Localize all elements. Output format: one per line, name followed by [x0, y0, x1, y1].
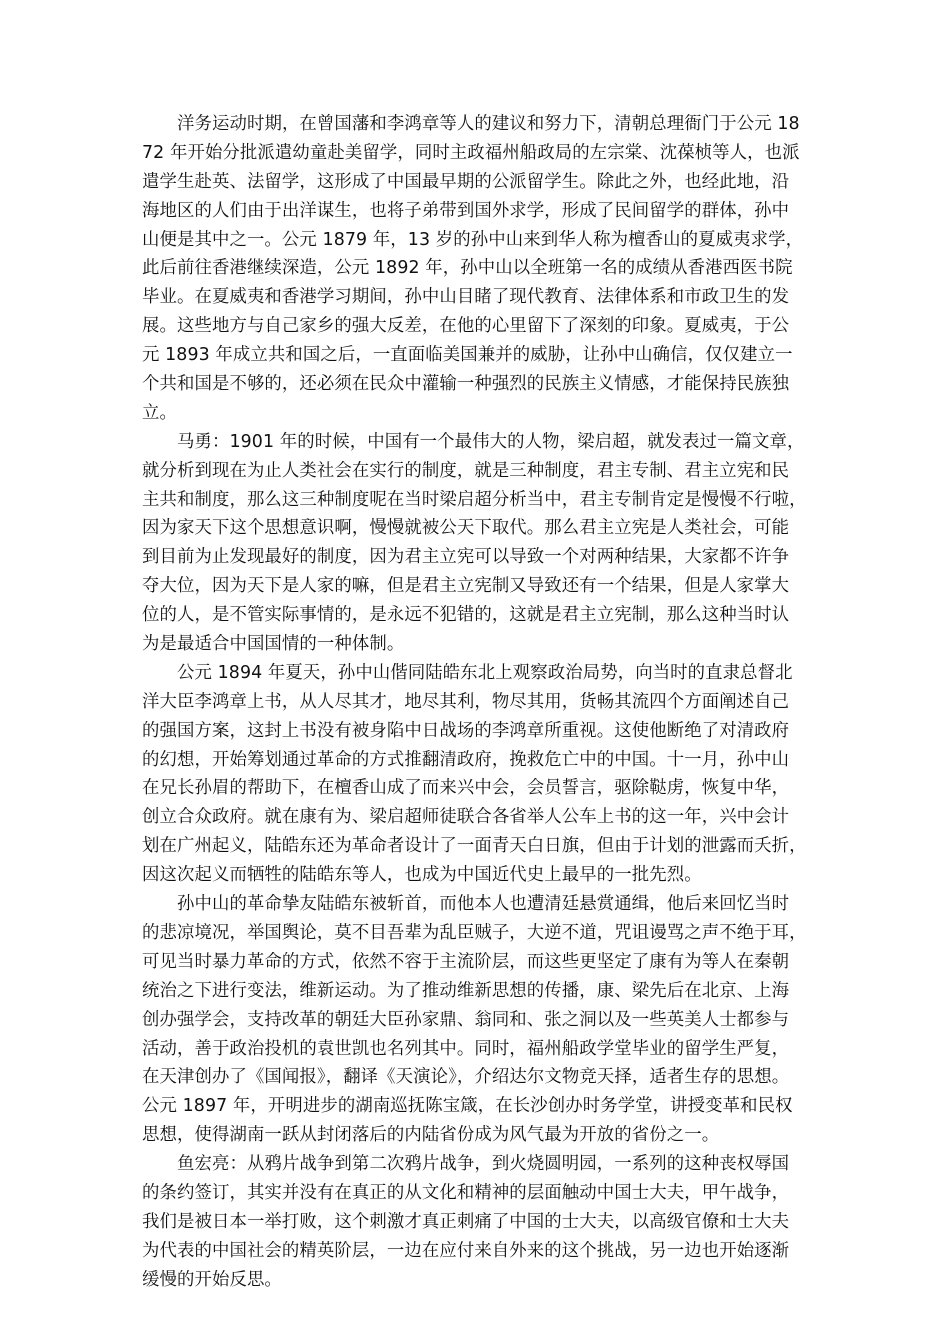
text-line: 因为家天下这个思想意识啊，慢慢就被公天下取代。那么君主立宪是人类社会，可能 [142, 518, 790, 539]
text-line: 的条约签订，其实并没有在真正的从文化和精神的层面触动中国士大夫，甲午战争， [142, 1182, 790, 1203]
text-line: 就分析到现在为止人类社会在实行的制度，就是三种制度，君主专制、君主立宪和民 [142, 460, 790, 481]
text-line: 创办强学会，支持改革的朝廷大臣孙家鼎、翁同和、张之洞以及一些英美人士都参与 [142, 1009, 790, 1030]
text-line: 72 年开始分批派遣幼童赴美留学，同时主政福州船政局的左宗棠、沈葆桢等人，也派 [142, 142, 800, 163]
text-line: 的强国方案，这封上书没有被身陷中日战场的李鸿章所重视。这使他断绝了对清政府 [142, 720, 790, 741]
document-body [142, 110, 825, 1295]
text-line: 划在广州起义，陆皓东还为革命者设计了一面青天白日旗，但由于计划的泄露而夭折， [142, 836, 807, 857]
text-line: 缓慢的开始反思。 [142, 1269, 282, 1290]
text-line: 创立合众政府。就在康有为、梁启超师徒联合各省举人公车上书的这一年，兴中会计 [142, 807, 790, 828]
text-line: 位的人，是不管实际事情的，是永远不犯错的，这就是君主立宪制，那么这种当时认 [142, 605, 790, 626]
text-line: 此后前往香港继续深造，公元 1892 年，孙中山以全班第一名的成绩从香港西医书院 [142, 258, 793, 279]
paragraph [142, 659, 825, 890]
text-line: 在兄长孙眉的帮助下，在檀香山成了而来兴中会，会员誓言，驱除鞑虏，恢复中华， [142, 778, 790, 799]
text-line: 洋务运动时期，在曾国藩和李鸿章等人的建议和努力下，清朝总理衙门于公元 18 [177, 114, 800, 134]
text-line: 为是最适合中国国情的一种体制。 [142, 634, 405, 655]
text-line: 马勇：1901 年的时候，中国有一个最伟大的人物，梁启超，就发表过一篇文章， [177, 431, 805, 452]
text-line: 为代表的中国社会的精英阶层，一边在应付来自外来的这个挑战，另一边也开始逐渐 [142, 1240, 790, 1261]
text-line: 遣学生赴英、法留学，这形成了中国最早期的公派留学生。除此之外，也经此地，沿 [142, 171, 790, 192]
text-line: 公元 1897 年，开明进步的湖南巡抚陈宝箴，在长沙创办时务学堂，讲授变革和民权 [142, 1096, 793, 1117]
text-line: 因这次起义而牺牲的陆皓东等人，也成为中国近代史上最早的一批先烈。 [142, 865, 702, 886]
text-line: 在天津创办了《国闻报》，翻译《天演论》，介绍达尔文物竞天择，适者生存的思想。 [142, 1067, 790, 1088]
text-line: 的幻想，开始筹划通过革命的方式推翻清政府，挽救危亡中的中国。十一月，孙中山 [142, 749, 790, 770]
text-line: 的悲凉境况，举国舆论，莫不目吾辈为乱臣贼子，大逆不道，咒诅谩骂之声不绝于耳， [142, 922, 807, 943]
text-line: 我们是被日本一举打败，这个刺激才真正刺痛了中国的士大夫，以高级官僚和士大夫 [142, 1211, 790, 1232]
text-line: 海地区的人们由于出洋谋生，也将子弟带到国外求学，形成了民间留学的群体，孙中 [142, 200, 790, 221]
text-line: 立。 [142, 402, 177, 423]
paragraph [142, 1150, 825, 1294]
text-line: 孙中山的革命挚友陆皓东被斩首，而他本人也遭清廷悬赏通缉，他后来回忆当时 [177, 894, 790, 915]
text-line: 山便是其中之一。公元 1879 年，13 岁的孙中山来到华人称为檀香山的夏威夷求学， [142, 229, 804, 250]
text-line: 毕业。在夏威夷和香港学习期间，孙中山目睹了现代教育、法律体系和市政卫生的发 [142, 287, 790, 308]
text-line: 公元 1894 年夏天，孙中山偕同陆皓东北上观察政治局势，向当时的直隶总督北 [177, 662, 793, 683]
text-line: 活动，善于政治投机的袁世凯也名列其中。同时，福州船政学堂毕业的留学生严复， [142, 1038, 790, 1059]
text-line: 洋大臣李鸿章上书，从人尽其才，地尽其利，物尽其用，货畅其流四个方面阐述自己 [142, 691, 790, 712]
text-line: 鱼宏亮：从鸦片战争到第二次鸦片战争，到火烧圆明园，一系列的这种丧权辱国 [177, 1154, 790, 1175]
text-line: 个共和国是不够的，还必须在民众中灌输一种强烈的民族主义情感，才能保持民族独 [142, 374, 790, 395]
paragraph [142, 890, 825, 1150]
text-line: 思想，使得湖南一跃从封闭落后的内陆省份成为风气最为开放的省份之一。 [142, 1125, 720, 1146]
paragraph [142, 110, 825, 428]
paragraph [142, 428, 825, 659]
text-line: 到目前为止发现最好的制度，因为君主立宪可以导致一个对两种结果，大家都不许争 [142, 547, 790, 568]
text-line: 主共和制度，那么这三种制度呢在当时梁启超分析当中，君主专制肯定是慢慢不行啦， [142, 489, 807, 510]
text-line: 可见当时暴力革命的方式，依然不容于主流阶层，而这些更坚定了康有为等人在秦朝 [142, 951, 790, 972]
text-line: 元 1893 年成立共和国之后，一直面临美国兼并的威胁，让孙中山确信，仅仅建立一 [142, 345, 793, 366]
text-line: 夺大位，因为天下是人家的嘛，但是君主立宪制又导致还有一个结果，但是人家掌大 [142, 576, 790, 597]
text-line: 展。这些地方与自己家乡的强大反差，在他的心里留下了深刻的印象。夏威夷，于公 [142, 316, 790, 337]
text-line: 统治之下进行变法，维新运动。为了推动维新思想的传播，康、梁先后在北京、上海 [142, 980, 790, 1001]
